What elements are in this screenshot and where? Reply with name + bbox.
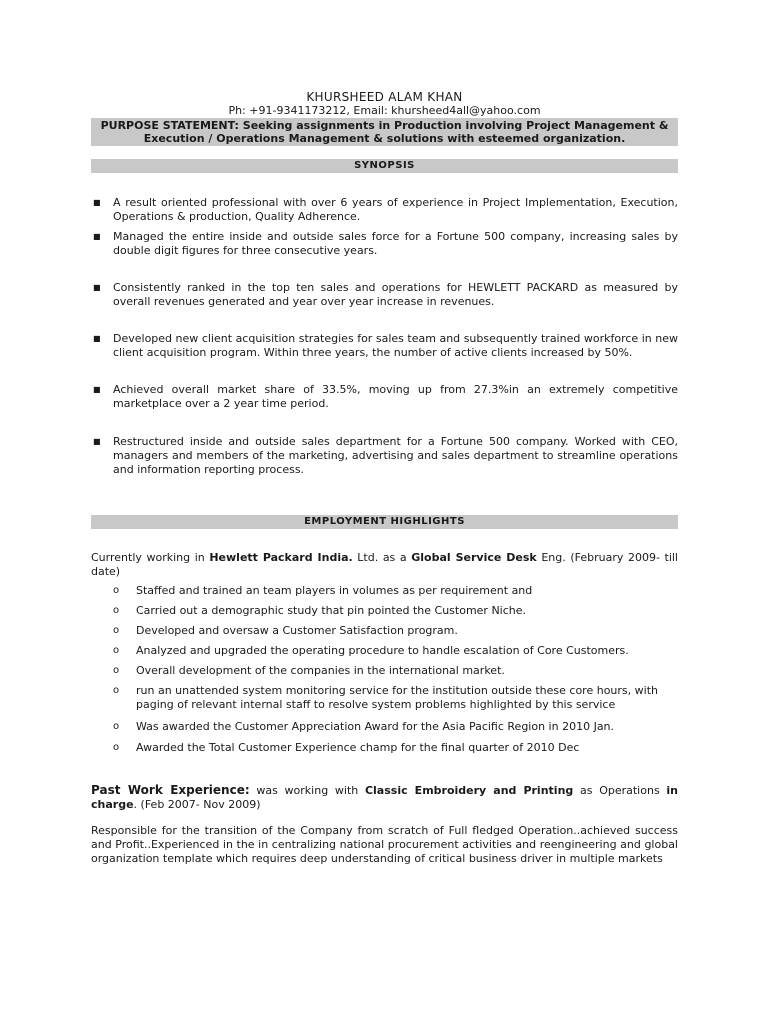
employment-item bbox=[91, 741, 678, 755]
bullet-circle-icon: o bbox=[113, 625, 120, 636]
employment-item-text: Overall development of the companies in the international market. bbox=[136, 664, 505, 677]
current-role: Global Service Desk bbox=[411, 551, 537, 564]
bullet-square-icon: ■ bbox=[93, 385, 101, 394]
employment-item bbox=[91, 584, 678, 598]
employment-heading: EMPLOYMENT HIGHLIGHTS bbox=[91, 515, 678, 529]
bullet-circle-icon: o bbox=[113, 742, 120, 753]
past-work-text: was working with bbox=[249, 784, 365, 797]
employment-item bbox=[91, 720, 678, 734]
synopsis-item-text: Managed the entire inside and outside sales force for a Fortune 500 company, increasing sales by double digit figures for three consecutive years. bbox=[113, 230, 678, 257]
current-employment-text: Currently working in bbox=[91, 551, 210, 564]
candidate-name: KHURSHEED ALAM KHAN bbox=[306, 90, 463, 104]
synopsis-item bbox=[91, 435, 678, 477]
past-work-label: Past Work Experience: bbox=[91, 783, 250, 797]
past-work-experience bbox=[91, 783, 678, 812]
bullet-circle-icon: o bbox=[113, 585, 120, 596]
employment-item bbox=[91, 664, 678, 678]
bullet-circle-icon: o bbox=[113, 721, 120, 732]
synopsis-item-text: Restructured inside and outside sales department for a Fortune 500 company. Worked with CEO, managers and members of the marketing, advertising and sales department to streamline operations and information reporting process. bbox=[113, 435, 678, 476]
synopsis-item-text: Achieved overall market share of 33.5%, moving up from 27.3%in an extremely competitive marketplace over a 2 year time period. bbox=[113, 383, 678, 410]
past-work-dates: . (Feb 2007- Nov 2009) bbox=[133, 798, 261, 811]
synopsis-heading: SYNOPSIS bbox=[91, 159, 678, 173]
current-employment bbox=[91, 551, 678, 579]
synopsis-item-text: A result oriented professional with over 6 years of experience in Project Implementation, Execution, Operations & production, Quality Adherence. bbox=[113, 196, 678, 223]
bullet-circle-icon: o bbox=[113, 645, 120, 656]
synopsis-item bbox=[91, 230, 678, 258]
synopsis-item-text: Developed new client acquisition strategies for sales team and subsequently trained workforce in new client acquisition program. Within three years, the number of active clients increased by 50%. bbox=[113, 332, 678, 359]
purpose-line-2: Execution / Operations Management & solutions with esteemed organization. bbox=[143, 132, 626, 145]
synopsis-item bbox=[91, 383, 678, 411]
synopsis-item bbox=[91, 332, 678, 360]
synopsis-item bbox=[91, 196, 678, 224]
purpose-statement bbox=[91, 118, 678, 146]
past-company: Classic Embroidery and Printing bbox=[364, 784, 574, 797]
employment-item-text: run an unattended system monitoring service for the institution outside these core hours, with paging of relevant internal staff to resolve system problems highlighted by this service bbox=[136, 684, 658, 711]
contact-info: Ph: +91-9341173212, Email: khursheed4all@yahoo.com bbox=[228, 104, 541, 117]
bullet-circle-icon: o bbox=[113, 685, 120, 696]
current-employment-text: Ltd. as a bbox=[352, 551, 412, 564]
bullet-square-icon: ■ bbox=[93, 334, 101, 343]
past-work-description: Responsible for the transition of the Company from scratch of Full fledged Operation..achieved success and Profit..Experienced in the in centralizing national procurement activities and reengineering and global organization template which requires deep understanding of critical business driver in multiple markets bbox=[91, 824, 678, 865]
employment-item-text: Carried out a demographic study that pin pointed the Customer Niche. bbox=[136, 604, 527, 617]
employment-item-text: Developed and oversaw a Customer Satisfaction program. bbox=[136, 624, 458, 637]
bullet-square-icon: ■ bbox=[93, 232, 101, 241]
bullet-circle-icon: o bbox=[113, 665, 120, 676]
employment-item bbox=[91, 604, 678, 618]
employment-item bbox=[91, 644, 678, 658]
employment-item-text: Was awarded the Customer Appreciation Award for the Asia Pacific Region in 2010 Jan. bbox=[136, 720, 615, 733]
past-role: in charge bbox=[91, 784, 679, 811]
employment-item-text: Awarded the Total Customer Experience champ for the final quarter of 2010 Dec bbox=[136, 741, 580, 754]
employment-item-text: Analyzed and upgraded the operating procedure to handle escalation of Core Customers. bbox=[136, 644, 629, 657]
bullet-square-icon: ■ bbox=[93, 198, 101, 207]
current-employment-dates: Eng. (February 2009- till date) bbox=[91, 551, 678, 578]
bullet-square-icon: ■ bbox=[93, 283, 101, 292]
synopsis-item-text: Consistently ranked in the top ten sales and operations for HEWLETT PACKARD as measured by overall revenues generated and year over year increase in revenues. bbox=[113, 281, 678, 308]
employment-item bbox=[91, 684, 678, 712]
purpose-line-1: PURPOSE STATEMENT: Seeking assignments in Production involving Project Management & bbox=[100, 119, 669, 132]
bullet-circle-icon: o bbox=[113, 605, 120, 616]
synopsis-item bbox=[91, 281, 678, 309]
employment-item bbox=[91, 624, 678, 638]
current-company: Hewlett Packard India. bbox=[209, 551, 353, 564]
bullet-square-icon: ■ bbox=[93, 437, 101, 446]
past-work-text: as Operations bbox=[573, 784, 667, 797]
employment-item-text: Staffed and trained an team players in volumes as per requirement and bbox=[136, 584, 533, 597]
